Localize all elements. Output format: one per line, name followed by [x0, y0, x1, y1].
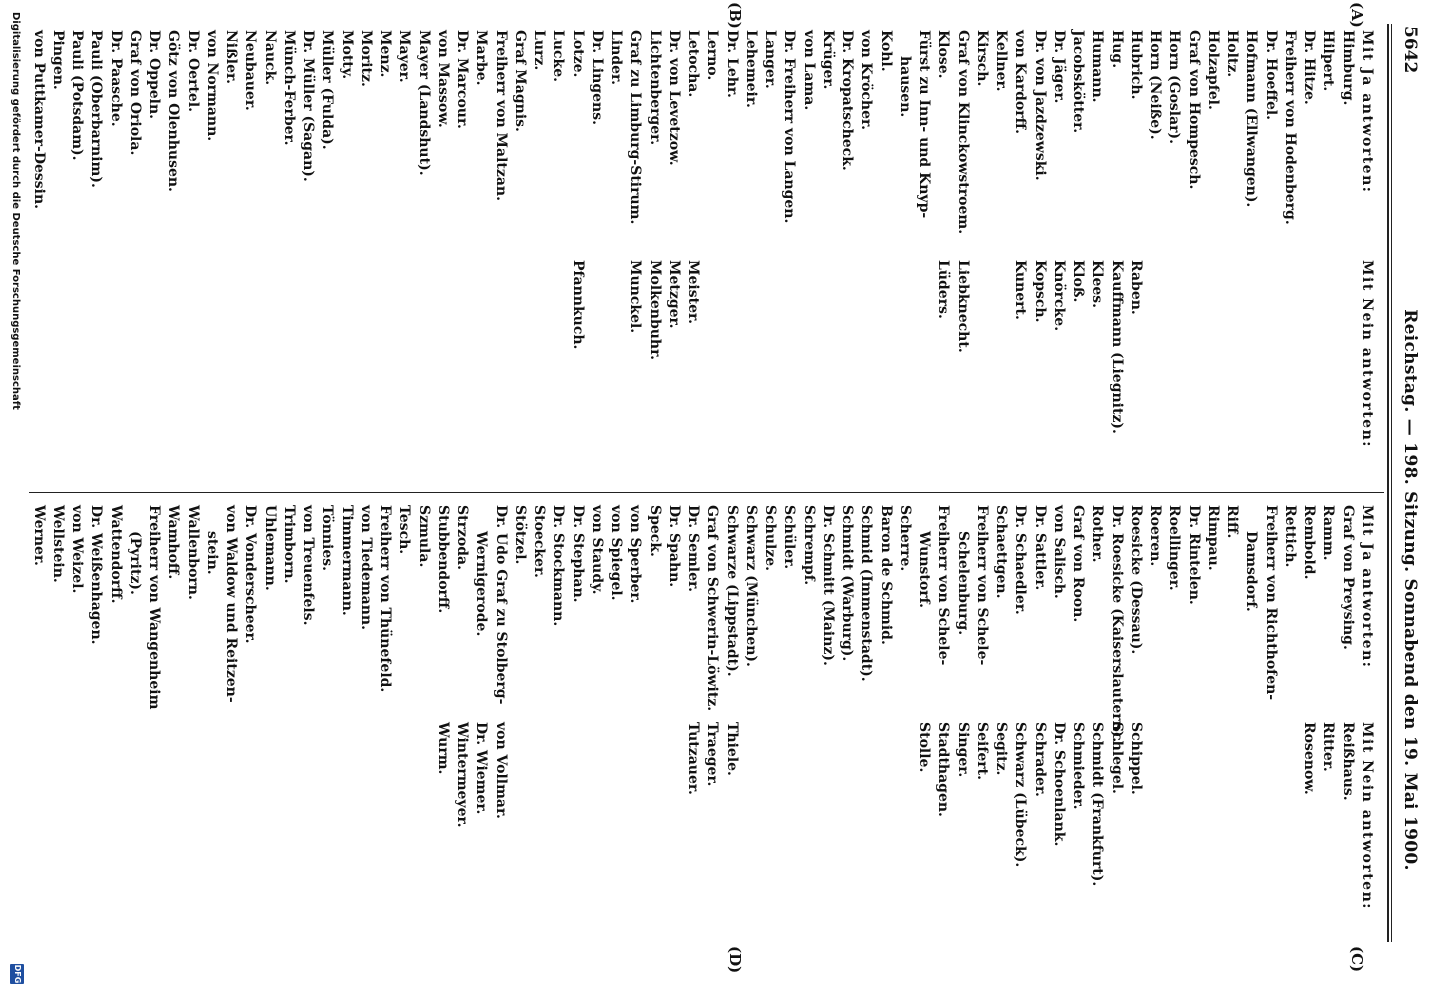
left-ja-entry: Dr. Oertel. [184, 30, 201, 113]
right-ja-entry: von Spiegel. [608, 505, 625, 601]
left-nein-entry: Pfannkuch. [569, 260, 586, 350]
list-spacer [1184, 260, 1203, 448]
left-ja-entry: Letocha. [685, 30, 702, 98]
right-ja-heading: Mit Ja antworten: [1359, 505, 1375, 669]
right-ja-column [29, 505, 1377, 742]
left-ja-entry: Kohl. [877, 30, 894, 72]
right-ja-entry: Tönnies. [319, 505, 336, 572]
left-ja-entry: Dr. Müller (Sagan). [300, 30, 317, 182]
left-ja-entry: Dr. Lingens. [589, 30, 605, 125]
left-ja-entry: Dr. Oppeln. [146, 30, 163, 120]
list-spacer [1222, 722, 1241, 910]
left-ja-entry: Mayer. [396, 30, 413, 83]
left-nein-entry: Knörcke. [1051, 260, 1067, 332]
left-ja-entry: Jacobskötter. [1070, 30, 1087, 134]
right-ja-entry: Riff. [1224, 505, 1241, 539]
right-ja-entry: Dr. Stockmann. [550, 505, 567, 627]
right-ja-entry: Tesch. [396, 505, 413, 555]
left-ja-entry: Hug. [1108, 30, 1125, 69]
left-ja-entry: Mayer (Landshut). [415, 30, 432, 176]
left-ja-entry: Kellner. [993, 30, 1010, 92]
list-spacer [664, 722, 683, 910]
left-ja-entry: Lucke. [550, 30, 567, 83]
right-ja-list [29, 505, 1357, 742]
left-ja-entry: Moritz. [358, 30, 374, 87]
list-spacer [818, 260, 837, 448]
list-spacer [1318, 260, 1337, 448]
list-spacer [1241, 722, 1260, 910]
right-ja-entry: Dr. Spahn. [666, 505, 682, 588]
right-ja-entry: Schüler. [781, 505, 798, 570]
list-spacer [1261, 260, 1280, 448]
list-spacer [568, 722, 587, 910]
left-ja-entry: Himburg. [1339, 30, 1356, 106]
right-nein-entry: Stolle. [916, 722, 933, 773]
right-ja-entry: Dr. Schaedler. [1012, 505, 1029, 615]
list-spacer [856, 260, 875, 448]
left-ja-entry: von Kardorff. [1012, 30, 1029, 135]
right-ja-entry: Wellstein. [50, 505, 66, 583]
left-ja-entry: Linder. [608, 30, 625, 86]
right-ja-entry: Freiherr von Schele- [974, 505, 990, 666]
left-ja-entry: Nißler. [223, 30, 240, 84]
left-ja-entry: Hubrich. [1128, 30, 1144, 100]
left-nein-list [568, 260, 1357, 448]
left-ja-entry: von Massow. [435, 30, 451, 128]
right-nein-entry: Traeger. [704, 722, 721, 787]
right-ja-entry: Stötzel. [512, 505, 528, 565]
list-spacer [895, 260, 914, 448]
list-spacer [722, 260, 741, 448]
left-nein-column [568, 260, 1377, 448]
left-ja-entry: Lehemeir. [743, 30, 759, 108]
list-spacer [702, 260, 721, 448]
right-nein-list [433, 722, 1357, 910]
list-spacer [1241, 260, 1260, 448]
right-ja-entry: Schwarz (München). [743, 505, 759, 667]
list-spacer [741, 260, 760, 448]
page-header [1392, 0, 1426, 1000]
right-ja-entry: Schaettgen. [993, 505, 1010, 599]
list-spacer [876, 722, 895, 910]
right-ja-entry: Graf von Preysing. [1339, 505, 1356, 650]
left-ja-entry: von Kröcher. [858, 30, 875, 130]
list-spacer [779, 722, 798, 910]
left-nein-entry: Metzger. [666, 260, 682, 329]
right-ja-entry: von Weizel. [69, 505, 86, 594]
right-ja-entry: Roellinger. [1166, 505, 1183, 591]
list-spacer [625, 722, 644, 910]
list-spacer [1203, 722, 1222, 910]
right-ja-entry: Roesicke (Dessau). [1128, 505, 1144, 655]
right-nein-entry: Dr. Schoenlank. [1051, 722, 1067, 847]
right-ja-entry: Speck. [646, 505, 663, 557]
left-ja-column [29, 30, 1377, 234]
left-ja-entry: Dr. Kropatscheck. [839, 30, 856, 171]
list-spacer [741, 722, 760, 910]
right-ja-entry: Stoecker. [531, 505, 548, 578]
right-ja-entry: Trimborn. [281, 505, 297, 584]
list-spacer [760, 260, 779, 448]
left-ja-entry: von Lama. [800, 30, 817, 111]
right-ja-entry: Schrempf. [800, 505, 817, 586]
left-nein-entry: Liebknecht. [954, 260, 971, 353]
left-ja-entry: Marbe. [473, 30, 490, 86]
left-ja-entry: Nauck. [261, 30, 278, 86]
left-ja-entry: Graf von Klinckowstroem. [954, 30, 971, 235]
right-nein-entry: Stadthagen. [935, 722, 952, 817]
right-nein-entry: Ritter. [1320, 722, 1337, 772]
right-ja-entry: Dr. Semler. [685, 505, 702, 593]
left-ja-entry: Motty. [338, 30, 355, 80]
list-spacer [972, 260, 991, 448]
left-ja-entry: von Normann. [204, 30, 220, 142]
right-nein-entry: Reißhaus. [1339, 722, 1356, 801]
left-nein-entry: Meister. [685, 260, 702, 324]
list-spacer [895, 722, 914, 910]
right-nein-entry: Tutzauer. [685, 722, 702, 795]
left-ja-entry: Graf von Oriola. [127, 30, 143, 156]
right-nein-entry: Seifert. [974, 722, 990, 780]
right-ja-entry: Rimpau. [1205, 505, 1221, 571]
margin-mark-d: (D) [726, 946, 744, 974]
right-ja-entry: stein. [204, 531, 220, 575]
left-nein-entry: Kopsch. [1031, 260, 1048, 323]
right-ja-entry: von Salisch. [1051, 505, 1067, 599]
left-ja-entry: Lurz. [531, 30, 548, 71]
right-ja-entry: von Treuenfels. [300, 505, 317, 626]
list-spacer [779, 260, 798, 448]
left-nein-entry: Kauffmann (Liegnitz). [1108, 260, 1125, 434]
right-ja-entry: Dr. Weißenhagen. [88, 505, 105, 645]
left-ja-entry: Münch-Ferber. [281, 30, 297, 146]
right-ja-entry: von Sperber. [627, 505, 644, 604]
left-nein-entry: Molkenbuhr. [646, 260, 663, 361]
left-ja-entry: Holtz. [1224, 30, 1241, 78]
left-ja-entry: hausen. [897, 56, 913, 118]
left-ja-entry: von Puttkamer-Dessin. [30, 30, 47, 210]
left-nein-heading: Mit Nein antworten: [1359, 260, 1375, 448]
left-ja-entry: Dr. Hoeffel. [1262, 30, 1279, 121]
right-ja-entry: Dr. Stephan. [569, 505, 586, 603]
right-ja-entry: Szmula. [415, 505, 432, 568]
right-ja-entry: Freiherr von Wangenheim [146, 505, 163, 710]
list-spacer [876, 260, 895, 448]
left-ja-entry: Horn (Goslar). [1166, 30, 1183, 145]
list-spacer [1280, 722, 1299, 910]
right-ja-entry: Damsdorf. [1243, 531, 1260, 612]
right-ja-entry: Freiherr von Schele- [935, 505, 952, 666]
left-ja-entry: Kirsch. [974, 30, 990, 87]
left-ja-entry: Dr. Marcour. [454, 30, 471, 129]
right-ja-entry: Dr. Udo Graf zu Stolberg- [492, 505, 509, 705]
left-ja-entry: Krüger. [820, 30, 836, 90]
left-ja-entry: Neubauer. [242, 30, 259, 111]
left-ja-heading: Mit Ja antworten: [1359, 30, 1375, 194]
right-ja-entry: Wunstorf. [916, 531, 933, 608]
right-nein-entry: Schlegel. [1108, 722, 1125, 794]
right-nein-entry: Thiele. [723, 722, 740, 776]
right-ja-entry: Graf von Schwerin-Löwitz. [704, 505, 721, 712]
right-ja-entry: (Pyritz). [127, 531, 143, 595]
left-ja-entry: Dr. Paasche. [107, 30, 124, 127]
right-nein-entry: Schippel. [1128, 722, 1144, 795]
right-ja-entry: Graf von Roon. [1070, 505, 1087, 623]
left-ja-entry: Graf Magnis. [512, 30, 528, 132]
right-ja-entry: Dr. Roesicke (Kaiserslautern). [1108, 505, 1125, 743]
left-ja-entry: Hilpert. [1320, 30, 1337, 92]
left-ja-entry: Horn (Neiße). [1147, 30, 1164, 140]
left-ja-entry: Fürst zu Inn- und Knyp- [916, 30, 933, 219]
right-nein-heading: Mit Nein antworten: [1359, 722, 1375, 910]
list-spacer [1338, 260, 1357, 448]
list-spacer [587, 260, 606, 448]
list-spacer [837, 260, 856, 448]
right-ja-entry: Wamhoff. [165, 505, 182, 580]
right-nein-entry: Schmidt (Frankfurt). [1089, 722, 1106, 887]
right-nein-entry: Singer. [954, 722, 971, 778]
list-spacer [856, 722, 875, 910]
right-ja-entry: Dr. Vonderscheer. [242, 505, 259, 644]
left-nein-entry: Raben. [1128, 260, 1144, 315]
list-spacer [837, 722, 856, 910]
left-ja-entry: Pingen. [50, 30, 66, 90]
right-ja-entry: Rother. [1089, 505, 1106, 563]
list-spacer [529, 722, 548, 910]
right-ja-entry: Schmidt (Warburg). [839, 505, 856, 662]
left-ja-entry: Dr. von Jazdzewski. [1031, 30, 1048, 181]
left-ja-entry: Lichtenberger. [646, 30, 663, 146]
left-ja-entry: Lotze. [569, 30, 586, 78]
right-nein-entry: Wintermeyer. [454, 722, 471, 828]
right-nein-entry: Dr. Wiemer. [473, 722, 490, 815]
right-ja-entry: Uhlemann. [261, 505, 278, 591]
left-ja-entry: Lerno. [704, 30, 721, 81]
right-ja-entry: Baron de Schmid. [877, 505, 894, 645]
margin-mark-b: (B) [726, 2, 744, 29]
right-ja-entry: Dr. Schmitt (Mainz). [820, 505, 836, 666]
list-spacer [760, 722, 779, 910]
left-ja-entry: Graf zu Limburg-Stirum. [627, 30, 644, 225]
list-spacer [1203, 260, 1222, 448]
list-spacer [587, 722, 606, 910]
margin-mark-c: (C) [1348, 946, 1366, 973]
list-spacer [799, 260, 818, 448]
list-spacer [914, 260, 933, 448]
left-nein-entry: Klees. [1089, 260, 1106, 309]
right-ja-entry: Strzoda. [454, 505, 471, 570]
page-number: 5642 [1400, 26, 1420, 74]
right-ja-entry: von Staudy. [589, 505, 605, 595]
left-ja-entry: Graf von Hompesch. [1185, 30, 1202, 190]
right-nein-entry: von Vollmar. [492, 722, 509, 819]
right-ja-entry: Wallenborn. [184, 505, 201, 600]
left-ja-entry: Dr. Lehr. [723, 30, 740, 98]
footer [4, 0, 26, 1000]
left-ja-entry: Freiherr von Hodenberg. [1282, 30, 1298, 225]
header-rule-double [1387, 24, 1389, 942]
left-ja-entry: Freiherr von Maltzan. [492, 30, 509, 201]
right-ja-entry: von Tiedemann. [358, 505, 374, 630]
left-ja-entry: Hofmann (Ellwangen). [1243, 30, 1260, 208]
left-ja-entry: Götz von Olenhusen. [165, 30, 182, 192]
right-ja-entry: Schmid (Immenstadt). [858, 505, 875, 682]
right-ja-entry: Timmermann. [338, 505, 355, 616]
right-ja-entry: Wernigerode. [473, 531, 490, 637]
list-spacer [606, 260, 625, 448]
left-ja-entry: Klose. [935, 30, 952, 79]
list-spacer [606, 722, 625, 910]
left-nein-entry: Lüders. [935, 260, 952, 319]
right-ja-entry: Rembold. [1301, 505, 1318, 580]
right-ja-entry: Dr. Sattler. [1031, 505, 1048, 591]
right-ja-entry: Freiherr von Richthofen- [1262, 505, 1279, 701]
dfg-logo: DFG [10, 964, 24, 984]
list-spacer [548, 722, 567, 910]
right-ja-entry: Wattendorff. [107, 505, 124, 604]
left-ja-entry: Pauli (Potsdam). [69, 30, 86, 161]
right-ja-entry: Ramm. [1320, 505, 1337, 561]
header-rule [1391, 24, 1392, 942]
left-ja-list [29, 30, 1357, 234]
page-title: Reichstag. — 198. Sitzung. Sonnabend den 19. Mai 1900. [1400, 309, 1420, 871]
list-spacer [510, 722, 529, 910]
right-ja-entry: von Waldow und Reitzen- [223, 505, 240, 703]
list-spacer [991, 260, 1010, 448]
right-nein-column [433, 722, 1376, 910]
list-spacer [1261, 722, 1280, 910]
right-ja-entry: Schwarze (Lippstadt). [723, 505, 740, 677]
right-ja-entry: Schelenburg. [954, 531, 971, 636]
right-ja-entry: Stubbendorff. [435, 505, 451, 614]
right-nein-entry: Schmieder. [1070, 722, 1087, 810]
left-ja-entry: Pauli (Oberbarnim). [88, 30, 105, 188]
left-ja-entry: Humann. [1089, 30, 1106, 103]
left-ja-entry: Langer. [762, 30, 779, 89]
column-divider [29, 492, 1384, 493]
footer-text: Digitalisierung gefördert durch die Deutsche Forschungsgemeinschaft [10, 12, 21, 410]
left-nein-entry: Kloß. [1070, 260, 1087, 303]
right-ja-entry: Freiherr von Thünefeld. [377, 505, 394, 693]
right-ja-entry: Roeren. [1147, 505, 1164, 567]
left-ja-entry: Menz. [377, 30, 394, 78]
right-nein-entry: Schwarz (Lübeck). [1012, 722, 1029, 868]
left-ja-entry: Dr. von Levetzow. [666, 30, 682, 166]
right-nein-entry: Wurm. [435, 722, 451, 775]
list-spacer [1222, 260, 1241, 448]
right-nein-entry: Rosenow. [1301, 722, 1318, 795]
right-ja-entry: Dr. Rintelen. [1185, 505, 1202, 605]
right-ja-entry: Scherre. [897, 505, 913, 572]
margin-mark-a: (A) [1348, 2, 1366, 28]
list-spacer [645, 722, 664, 910]
left-ja-entry: Müller (Fulda). [319, 30, 336, 150]
right-nein-entry: Segitz. [993, 722, 1010, 776]
list-spacer [1184, 722, 1203, 910]
right-ja-entry: Schulze. [762, 505, 779, 572]
right-nein-entry: Schrader. [1031, 722, 1048, 797]
list-spacer [1145, 722, 1164, 910]
list-spacer [1145, 260, 1164, 448]
right-ja-entry: Rettich. [1282, 505, 1298, 568]
left-ja-entry: Holzapfel. [1205, 30, 1221, 110]
list-spacer [799, 722, 818, 910]
list-spacer [1164, 260, 1183, 448]
right-ja-entry: Werner. [30, 505, 47, 566]
list-spacer [818, 722, 837, 910]
list-spacer [1299, 260, 1318, 448]
left-nein-entry: Kunert. [1012, 260, 1029, 320]
left-nein-entry: Munckel. [627, 260, 644, 334]
left-ja-entry: Dr. Hitze. [1301, 30, 1318, 105]
left-ja-entry: Dr. Freiherr von Langen. [781, 30, 798, 224]
list-spacer [1280, 260, 1299, 448]
list-spacer [1164, 722, 1183, 910]
left-ja-entry: Dr. Jäger. [1051, 30, 1067, 104]
